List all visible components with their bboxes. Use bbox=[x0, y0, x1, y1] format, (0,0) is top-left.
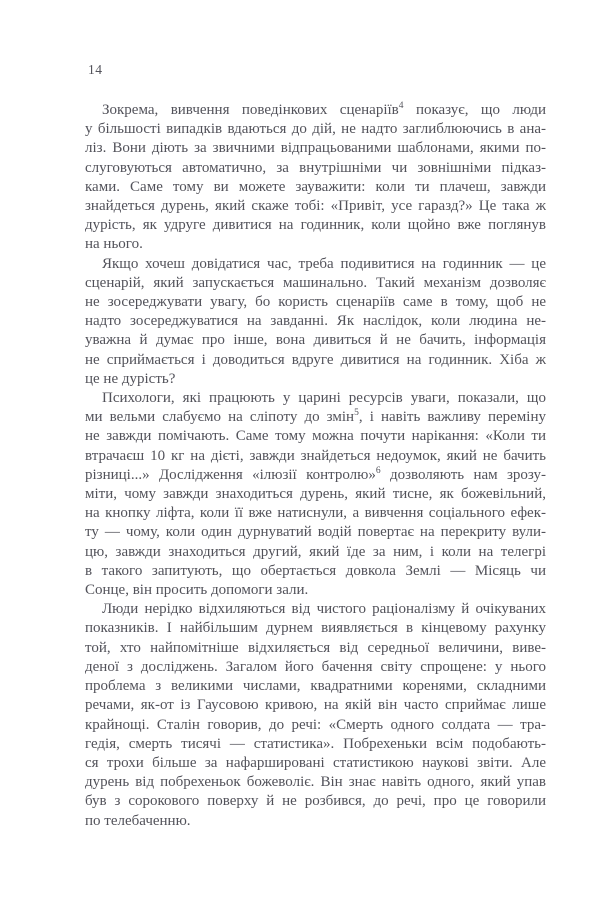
text-line: речами, як-от із Гаусовою кривою, на якій він часто сприймає лише bbox=[85, 697, 546, 714]
footnote-marker: 4 bbox=[398, 101, 404, 111]
footnote-marker: 6 bbox=[375, 465, 381, 476]
text-line: сценарій, який запускається машинально. Такий механізм дозволяє bbox=[85, 274, 546, 291]
text-line: ми вельми слабуємо на сліпоту до змін$^5$, і навіть важливу переміну bbox=[85, 408, 546, 426]
text-line: був з сорокового поверху й не розбився, до речі, про це говорили bbox=[85, 793, 546, 810]
text-line: знайдеться дурень, який скаже тобі: «Привіт, усе гаразд?» Це така ж bbox=[85, 198, 546, 215]
text-line: міти, чому завжди знаходиться дурень, який тисне, як божевільний, bbox=[85, 486, 546, 503]
text-line: цю, завжди знаходиться другий, який їде за ним, і коли на телегрі bbox=[85, 543, 546, 560]
text-line: ту — чому, коли один дурнуватий водій повертає на перекриту вули- bbox=[85, 524, 546, 541]
text-line: Сонце, він просить допомоги зали. bbox=[85, 582, 309, 599]
text-line: не зосереджувати увагу, бо користь сценаріїв саме в тому, щоб не bbox=[85, 294, 546, 311]
text-line: дурість, як удруге дивитися на годинник, коли щойно вже поглянув bbox=[85, 217, 546, 234]
text-line: не завжди помічають. Саме тому можна почути нарікання: «Коли ти bbox=[85, 428, 546, 445]
paragraph bbox=[85, 389, 546, 600]
text-line: ками. Саме тому ви можете зауважити: коли ти плачеш, завжди bbox=[85, 178, 546, 195]
text-line: той, хто найпомітніше відхиляється від середньої величини, виве- bbox=[85, 639, 546, 656]
text-line: на кнопку ліфта, коли її вже натиснули, а вивчення соціального ефек- bbox=[85, 505, 546, 522]
text-line: крайнощі. Сталін говорив, до речі: «Смерть одного солдата — тра- bbox=[85, 716, 546, 733]
text-line: проблема з великими числами, квадратними коренями, складними bbox=[85, 678, 546, 695]
text-line: надто зосереджуватися на завданні. Як наслідок, коли людина не- bbox=[85, 313, 546, 330]
footnote-marker: 5 bbox=[354, 408, 359, 419]
text-line: показників. І найбільшим дурнем виявляється в кінцевому рахунку bbox=[85, 620, 546, 637]
page-number: 14 bbox=[88, 62, 103, 77]
text-line: Психологи, які працюють у царині ресурсів уваги, показали, що bbox=[102, 390, 546, 407]
text-line: уважна й думає про інше, вона дивиться й не бачить, інформація bbox=[85, 332, 546, 349]
text-line: гедія, смерть тисячі — статистика». Побрехеньки всім подобають- bbox=[85, 735, 546, 752]
text-line: по телебаченню. bbox=[85, 812, 191, 829]
text-line: різниці...» Дослідження «ілюзії контролю»$^6$ дозволяють нам зрозу- bbox=[85, 465, 547, 483]
text-line: на нього. bbox=[85, 236, 143, 253]
paragraph bbox=[85, 600, 546, 830]
paragraph bbox=[85, 255, 546, 389]
text-line: у більшості випадків вдаються до дій, не надто заглиблюючись в ана- bbox=[85, 121, 546, 138]
text-line: ся трохи більше за нафаршировані статистикою наукові звіти. Але bbox=[85, 754, 546, 771]
text-line: деної з досліджень. Загалом його бачення світу спрощене: у нього bbox=[85, 658, 546, 675]
text-line: не сприймається і доводиться вдруге дивитися на годинник. Хіба ж bbox=[85, 351, 546, 368]
text-line: Зокрема, вивчення поведінкових сценаріїв$^4$ показує, що люди bbox=[102, 101, 546, 118]
text-line: втрачаєш 10 кг на дієті, завжди знайдеться недоумок, який не бачить bbox=[85, 447, 546, 464]
text-line: Якщо хочеш довідатися час, треба подивитися на годинник — це bbox=[102, 255, 546, 272]
text-line: це не дурість? bbox=[85, 370, 176, 387]
text-line: дурень від побрехеньок божеволіє. Він знає навіть одного, який упав bbox=[85, 774, 546, 791]
text-line: в такого запитують, що обертається довкола Землі — Місяць чи bbox=[85, 562, 546, 579]
paragraph bbox=[85, 101, 546, 255]
text-line: ліз. Вони діють за звичними відпрацьованими шаблонами, якими по- bbox=[85, 140, 546, 157]
body-text bbox=[85, 101, 546, 831]
text-line: слуговуються автоматично, за внутрішніми чи зовнішніми підказ- bbox=[85, 159, 546, 176]
text-line: Люди нерідко відхиляються від чистого раціоналізму й очікуваних bbox=[102, 601, 546, 618]
